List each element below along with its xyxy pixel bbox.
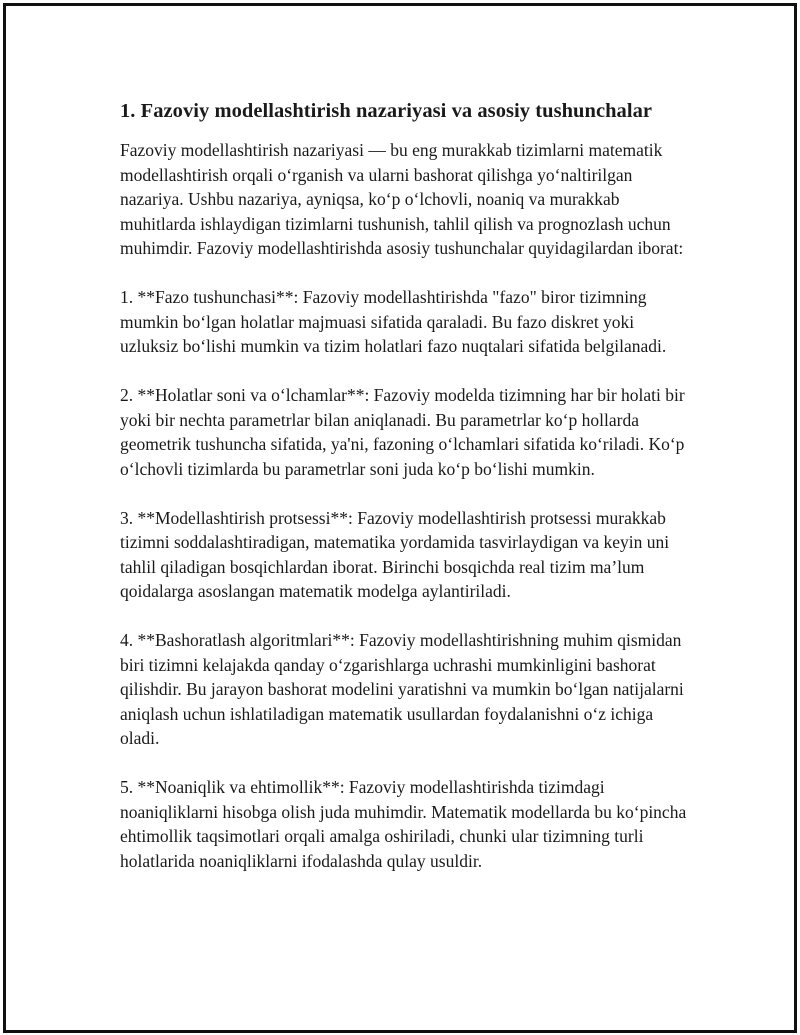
item-modellashtirish-protsessi: 3. **Modellashtirish protsessi**: Fazoviy modellashtirish protsessi murakkab tizimni soddalashtiradigan, matematika yordamida tasvirlaydigan va keyin uni tahlil qiladigan bosqichlardan iborat. Birinchi bosqichda real tizim ma’lum qoidalarga asoslangan matematik modelga aylantiriladi.	[120, 507, 670, 601]
item-holatlar-soni: 2. **Holatlar soni va o‘lchamlar**: Fazoviy modelda tizimning har bir holati bir yoki bir nechta parametrlar bilan aniqlanadi. Bu parametrlar ko‘p hollarda geometrik tushuncha sifatida, ya'ni, fazoning o‘lchamlari sifatida ko‘riladi. Ko‘p o‘lchovli tizimlarda bu parametrlar soni juda ko‘p bo‘lishi mumkin.	[120, 385, 685, 479]
page-frame	[3, 3, 797, 1033]
item-fazo-tushunchasi: 1. **Fazo tushunchasi**: Fazoviy modellashtirishda "fazo" biror tizimning mumkin bo‘lgan holatlar majmuasi sifatida qaraladi. Bu fazo diskret yoki uzluksiz bo‘lishi mumkin va tizim holatlari fazo nuqtalari sifatida belgilanadi.	[120, 287, 667, 356]
item-bashoratlash-algoritmlari: 4. **Bashoratlash algoritmlari**: Fazoviy modellashtirishning muhim qismidan biri tizimni kelajakda qanday o‘zgarishlarga uchrashi mumkinligini bashorat qilishdir. Bu jarayon bashorat modelini yaratishni va mumkin bo‘lgan natijalarni aniqlash uchun ishlatiladigan matematik usullardan foydalanishni o‘z ichiga oladi.	[120, 630, 684, 748]
document-body	[120, 94, 690, 898]
item-noaniqlik-ehtimollik: 5. **Noaniqlik va ehtimollik**: Fazoviy modellashtirishda tizimdagi noaniqliklarni hisobga olish juda muhimdir. Matematik modellarda bu ko‘pincha ehtimollik taqsimotlari orqali amalga oshiriladi, chunki ular tizimning turli holatlarida noaniqliklarni ifodalashda qulay usuldir.	[120, 777, 687, 871]
intro-paragraph: Fazoviy modellashtirish nazariyasi — bu eng murakkab tizimlarni matematik modellashtirish orqali o‘rganish va ularni bashorat qilishga yo‘naltirilgan nazariya. Ushbu nazariya, ayniqsa, ko‘p o‘lchovli, noaniq va murakkab muhitlarda ishlaydigan tizimlarni tushunish, tahlil qilish va prognozlash uchun muhimdir. Fazoviy modellashtirishda asosiy tushunchalar quyidagilardan iborat:	[120, 140, 684, 258]
document-title: 1. Fazoviy modellashtirish nazariyasi va asosiy tushunchalar	[120, 100, 653, 122]
